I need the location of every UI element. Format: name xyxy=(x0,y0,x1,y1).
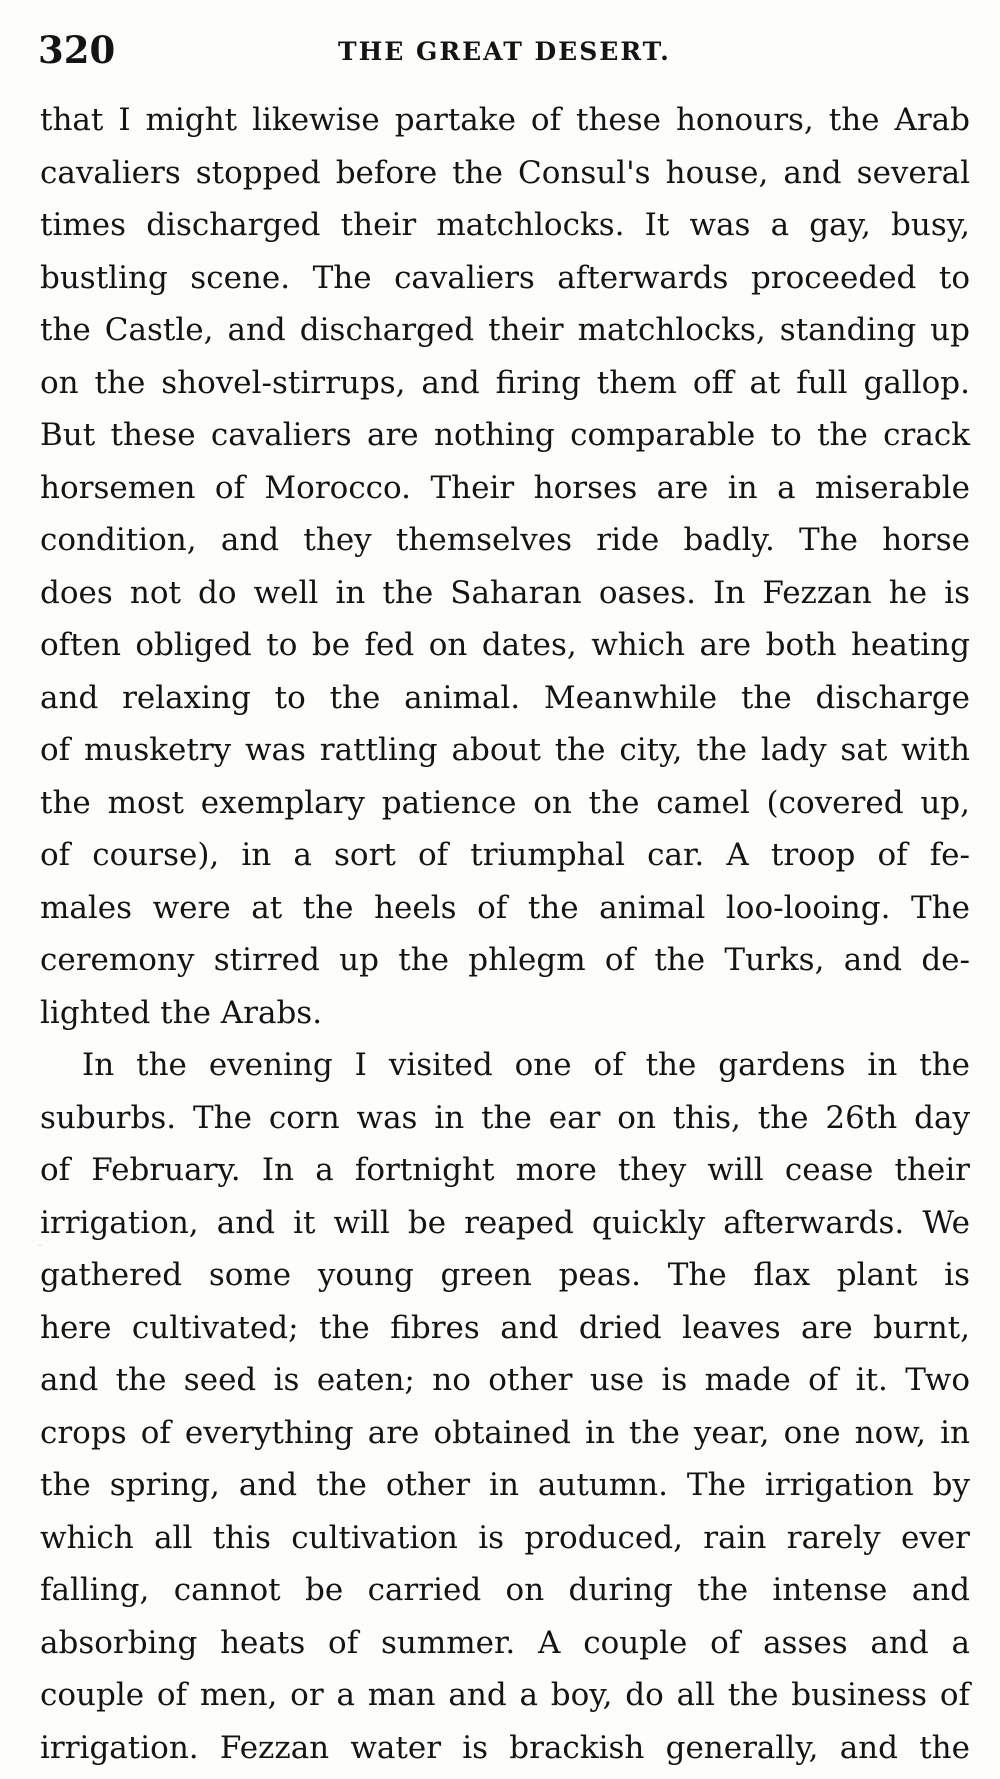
text-line: that I might likewise partake of these honours, the Arab xyxy=(40,102,970,138)
text-line: times discharged their matchlocks. It was a gay, busy, xyxy=(40,207,970,243)
text-line: here cultivated; the fibres and dried leaves are burnt, xyxy=(40,1309,970,1346)
text-line: the most exemplary patience on the camel (covered up, xyxy=(40,784,970,821)
running-title: THE GREAT DESERT. xyxy=(338,37,671,66)
text-line: irrigation. Fezzan water is brackish generally, and the xyxy=(40,1729,970,1766)
paragraph-start-line: In the evening I visited one of the gardens in the xyxy=(82,1047,970,1083)
text-line: absorbing heats of summer. A couple of asses and a xyxy=(40,1624,970,1661)
text-line: males were at the heels of the animal loo-looing. The xyxy=(40,889,970,926)
paragraph-end-line: lighted the Arabs. xyxy=(40,994,323,1031)
body-text xyxy=(40,94,970,1774)
text-line: gathered some young green peas. The flax plant is xyxy=(40,1257,970,1293)
text-line: cavaliers stopped before the Consul's house, and several xyxy=(40,154,970,191)
text-line: horsemen of Morocco. Their horses are in a miserable xyxy=(40,469,970,506)
text-line: on the shovel-stirrups, and firing them off at full gallop. xyxy=(40,364,970,401)
page-header xyxy=(38,22,958,78)
text-line: and the seed is eaten; no other use is made of it. Two xyxy=(40,1362,970,1398)
text-line: often obliged to be fed on dates, which are both heating xyxy=(40,627,970,663)
text-line: condition, and they themselves ride badly. The horse xyxy=(40,522,970,558)
text-line: of February. In a fortnight more they will cease their xyxy=(40,1152,970,1188)
text-line: the spring, and the other in autumn. The irrigation by xyxy=(40,1467,970,1503)
text-line: ceremony stirred up the phlegm of the Turks, and de- xyxy=(40,942,970,978)
text-line: irrigation, and it will be reaped quickly afterwards. We xyxy=(40,1204,970,1241)
text-line: does not do well in the Saharan oases. In Fezzan he is xyxy=(40,574,970,611)
text-line: the Castle, and discharged their matchlocks, standing up xyxy=(40,312,970,348)
text-line: crops of everything are obtained in the year, one now, in xyxy=(40,1414,970,1451)
text-line: which all this cultivation is produced, rain rarely ever xyxy=(40,1519,970,1556)
text-line: couple of men, or a man and a boy, do all the business of xyxy=(40,1677,970,1713)
text-line: bustling scene. The cavaliers afterwards proceeded to xyxy=(40,259,970,296)
page-number: 320 xyxy=(38,28,116,72)
text-line: But these cavaliers are nothing comparable to the crack xyxy=(40,417,970,453)
text-line: and relaxing to the animal. Meanwhile the discharge xyxy=(40,679,970,716)
text-line: of course), in a sort of triumphal car. A troop of fe- xyxy=(40,837,970,873)
text-line: of musketry was rattling about the city, the lady sat with xyxy=(40,732,970,768)
text-line: falling, cannot be carried on during the intense and xyxy=(40,1572,970,1608)
text-line: suburbs. The corn was in the ear on this, the 26th day xyxy=(40,1099,970,1136)
